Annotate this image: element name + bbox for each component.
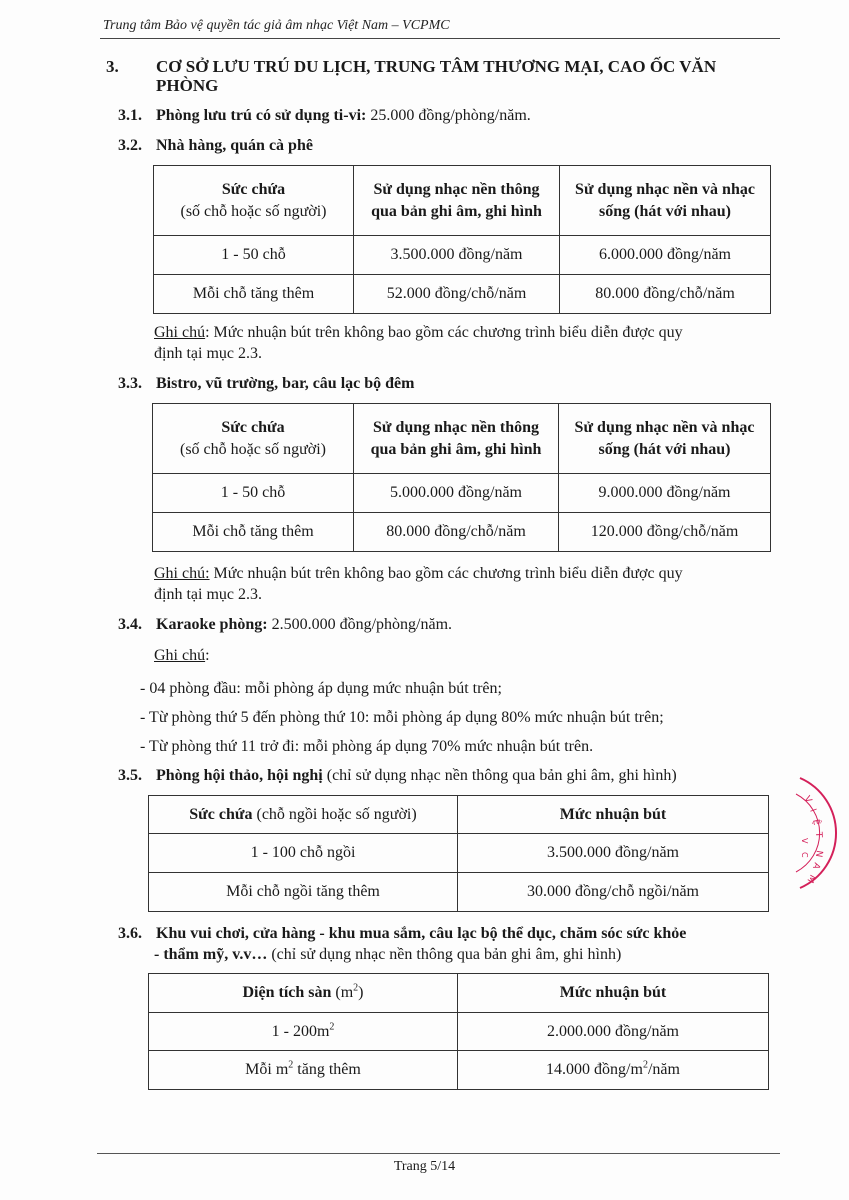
- svg-text:V: V: [800, 838, 809, 844]
- subsection-qualifier: (chỉ sử dụng nhạc nền thông qua bản ghi âm, ghi hình): [267, 946, 622, 963]
- note-3-3: Ghi chú: Mức nhuận bút trên không bao gồm các chương trình biểu diễn được quy định tại mục 2.3.: [154, 565, 683, 603]
- table-cell: Mỗi chỗ ngồi tăng thêm: [149, 873, 458, 912]
- subsection-3-6-line2: - thẩm mỹ, v.v… (chỉ sử dụng nhạc nền thông qua bản ghi âm, ghi hình): [154, 946, 622, 963]
- official-stamp: [780, 770, 849, 895]
- subsection-3-5: [118, 766, 677, 786]
- subsection-label: Phòng hội thảo, hội nghị: [156, 767, 323, 784]
- table-header-row: [149, 974, 769, 1013]
- svg-text:C: C: [800, 852, 809, 858]
- table-cell: 3.500.000 đồng/năm: [354, 236, 560, 275]
- section-title-line1: CƠ SỞ LƯU TRÚ DU LỊCH, TRUNG TÂM THƯƠNG MẠI, CAO ỐC VĂN: [156, 57, 717, 76]
- subsection-label: Khu vui chơi, cửa hàng - khu mua sắm, câu lạc bộ thể dục, chăm sóc sức khỏe: [156, 925, 687, 942]
- svg-text:T: T: [813, 831, 824, 838]
- table-restaurant-fees: [153, 165, 771, 314]
- table-cell: 9.000.000 đồng/năm: [559, 474, 771, 513]
- subsection-number: 3.6.: [118, 925, 142, 942]
- table-cell: 30.000 đồng/chỗ ngồi/năm: [458, 873, 769, 912]
- table-header-row: [153, 404, 771, 474]
- table-row: [149, 1051, 769, 1090]
- document-header: Trung tâm Bảo vệ quyền tác giả âm nhạc Việt Nam – VCPMC: [103, 18, 450, 33]
- table-cell: 1 - 50 chỗ: [153, 474, 354, 513]
- table-cell: 3.500.000 đồng/năm: [458, 834, 769, 873]
- svg-text:A: A: [810, 860, 822, 871]
- svg-text:V: V: [801, 794, 814, 805]
- section-title: [156, 57, 716, 95]
- table-row: [154, 275, 771, 314]
- subsection-label: Nhà hàng, quán cà phê: [156, 137, 313, 154]
- header-cell: Sức chứa (số chỗ hoặc số người): [153, 404, 354, 474]
- subsection-label: Phòng lưu trú có sử dụng ti-vi:: [156, 107, 367, 124]
- table-conference-fees: [148, 795, 769, 912]
- table-row: [149, 1013, 769, 1051]
- header-cell: Sử dụng nhạc nền và nhạc sống (hát với nhau): [559, 404, 771, 474]
- note-label: Ghi chú:: [154, 565, 210, 582]
- subsection-value: 2.500.000 đồng/phòng/năm.: [267, 616, 453, 633]
- subsection-number: 3.5.: [118, 767, 142, 784]
- table-cell: $1 - 200m^2$: [149, 1013, 458, 1051]
- header-cell: Sức chứa (số chỗ hoặc số người): [154, 166, 354, 236]
- svg-text:Ệ: Ệ: [810, 818, 822, 827]
- subsection-number: 3.2.: [118, 137, 142, 154]
- page-number: Trang 5/14: [393, 1159, 456, 1174]
- table-cell: 14.000 đồng/$m^2$/năm: [458, 1051, 769, 1090]
- table-cell: 80.000 đồng/chỗ/năm: [354, 513, 559, 552]
- subsection-value: 25.000 đồng/phòng/năm.: [366, 107, 531, 124]
- subsection-label: Bistro, vũ trường, bar, câu lạc bộ đêm: [156, 375, 415, 392]
- note-3-2: Ghi chú: Mức nhuận bút trên không bao gồm các chương trình biểu diễn được quy định tại mục 2.3.: [154, 324, 683, 362]
- header-cell: Sử dụng nhạc nền thông qua bản ghi âm, ghi hình: [354, 404, 559, 474]
- table-row: [153, 513, 771, 552]
- table-floor-area-fees: [148, 973, 769, 1090]
- subsection-number: 3.4.: [118, 616, 142, 633]
- table-header-row: [154, 166, 771, 236]
- section-number: 3.: [106, 57, 119, 76]
- subsection-qualifier: (chỉ sử dụng nhạc nền thông qua bản ghi âm, ghi hình): [322, 767, 677, 784]
- footer-divider: [97, 1153, 780, 1154]
- svg-text:N: N: [812, 849, 824, 858]
- subsection-3-4: [118, 615, 452, 635]
- note-label: Ghi chú: [154, 324, 206, 341]
- table-cell: 52.000 đồng/chỗ/năm: [354, 275, 560, 314]
- header-cell: Mức nhuận bút: [458, 796, 769, 834]
- subsection-number: 3.3.: [118, 375, 142, 392]
- header-cell: Diện tích sàn $(m^2)$: [149, 974, 458, 1013]
- bullet-item: - 04 phòng đầu: mỗi phòng áp dụng mức nhuận bút trên;: [140, 680, 502, 697]
- table-row: [154, 236, 771, 275]
- subsection-3-2: [118, 136, 313, 156]
- table-row: [149, 873, 769, 912]
- header-cell: Sử dụng nhạc nền và nhạc sống (hát với nhau): [560, 166, 771, 236]
- table-cell: Mỗi chỗ tăng thêm: [154, 275, 354, 314]
- subsection-3-3: [118, 374, 414, 394]
- subsection-label: Karaoke phòng:: [156, 616, 268, 633]
- table-bar-fees: [152, 403, 771, 552]
- svg-text:M: M: [804, 872, 818, 885]
- table-cell: Mỗi chỗ tăng thêm: [153, 513, 354, 552]
- svg-text:I: I: [807, 807, 818, 814]
- header-cell: Sử dụng nhạc nền thông qua bản ghi âm, ghi hình: [354, 166, 560, 236]
- bullet-item: - Từ phòng thứ 11 trở đi: mỗi phòng áp dụng 70% mức nhuận bút trên.: [140, 738, 594, 755]
- table-cell: 5.000.000 đồng/năm: [354, 474, 559, 513]
- subsection-3-6: [118, 924, 686, 944]
- subsection-number: 3.1.: [118, 107, 142, 124]
- table-cell: 80.000 đồng/chỗ/năm: [560, 275, 771, 314]
- table-cell: 6.000.000 đồng/năm: [560, 236, 771, 275]
- table-cell: 2.000.000 đồng/năm: [458, 1013, 769, 1051]
- table-header-row: [149, 796, 769, 834]
- header-divider: [100, 38, 780, 39]
- subsection-3-1: [118, 106, 531, 126]
- section-title-line2: PHÒNG: [156, 76, 219, 95]
- table-cell: Mỗi $m^2$ tăng thêm: [149, 1051, 458, 1090]
- table-cell: 120.000 đồng/chỗ/năm: [559, 513, 771, 552]
- note-3-4-label: Ghi chú:: [154, 647, 210, 664]
- table-row: [149, 834, 769, 873]
- table-cell: 1 - 100 chỗ ngồi: [149, 834, 458, 873]
- table-cell: 1 - 50 chỗ: [154, 236, 354, 275]
- bullet-item: - Từ phòng thứ 5 đến phòng thứ 10: mỗi phòng áp dụng 80% mức nhuận bút trên;: [140, 709, 664, 726]
- header-cell: Sức chứa (chỗ ngồi hoặc số người): [149, 796, 458, 834]
- table-row: [153, 474, 771, 513]
- header-cell: Mức nhuận bút: [458, 974, 769, 1013]
